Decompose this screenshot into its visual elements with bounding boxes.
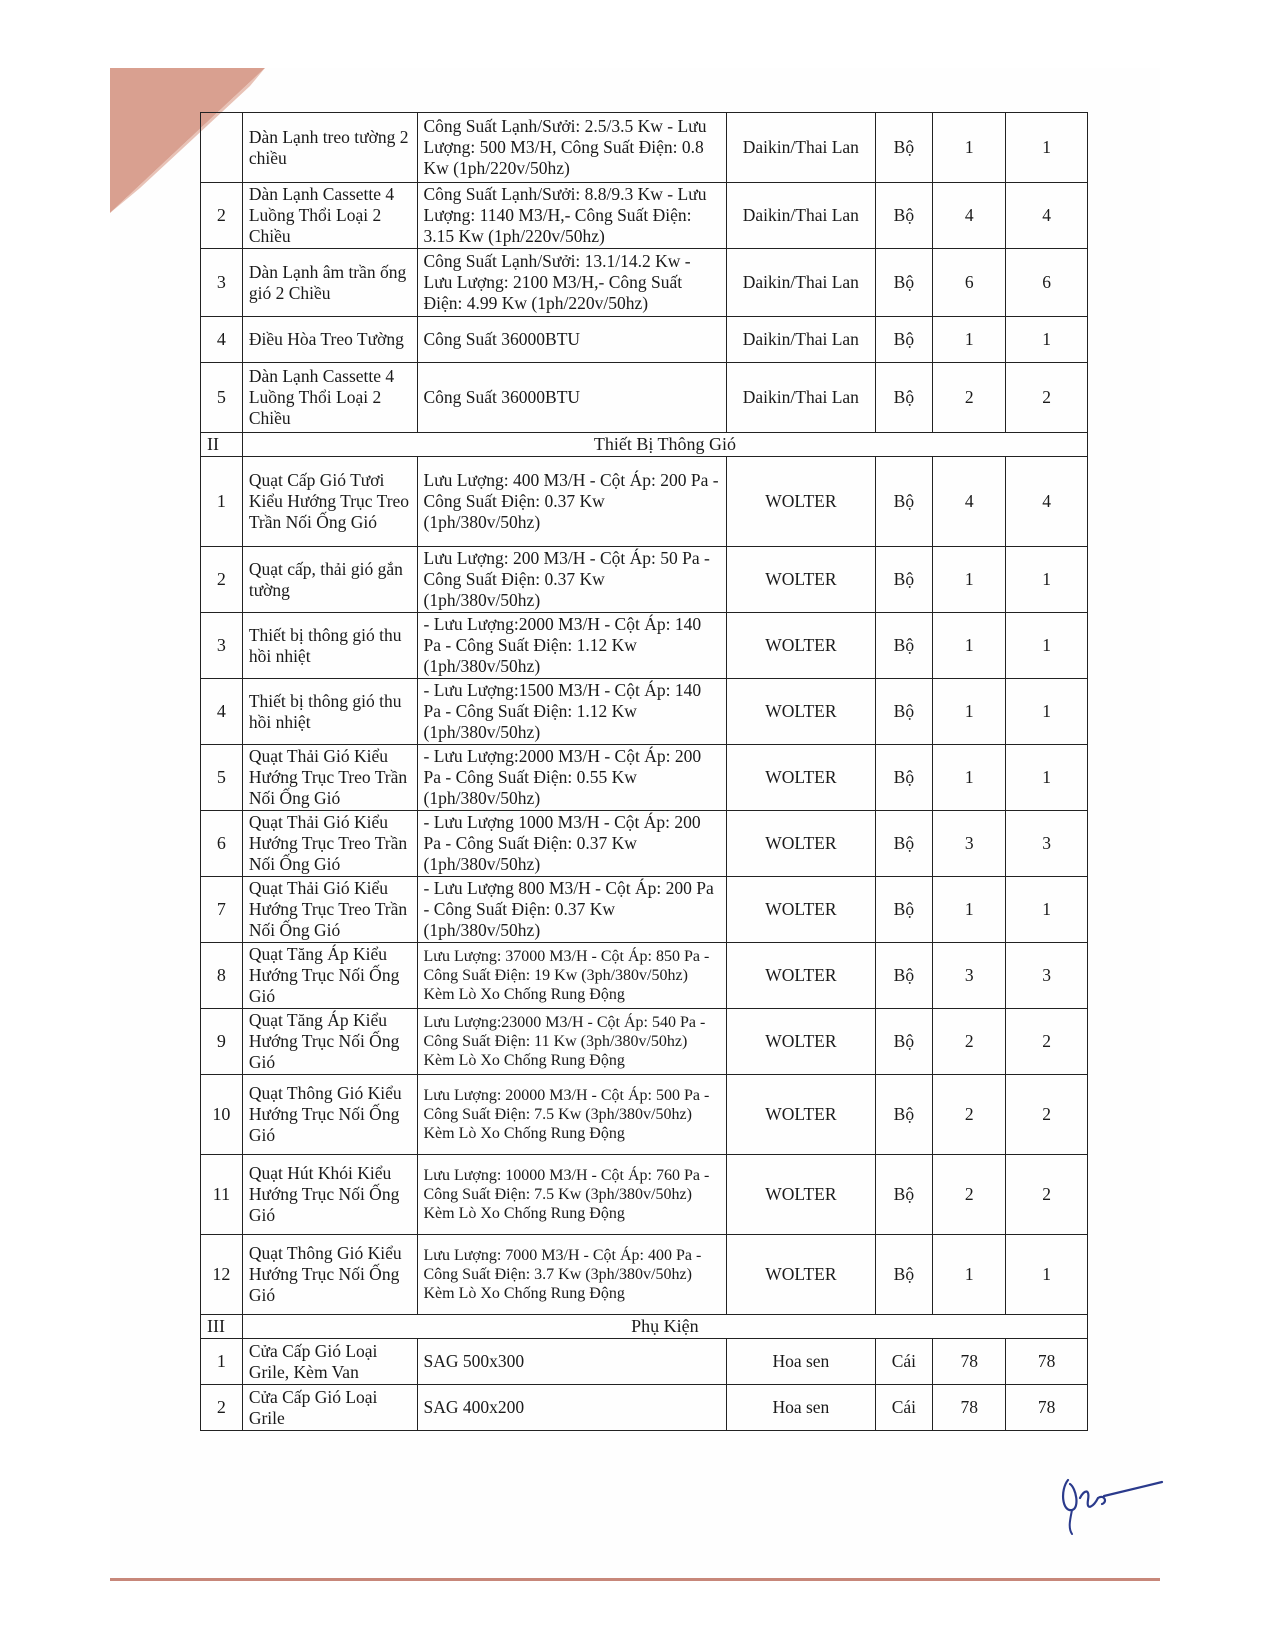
row-name: Thiết bị thông gió thu hồi nhiệt (242, 613, 417, 679)
row-unit: Bộ (875, 317, 933, 363)
table-row (201, 1339, 1088, 1385)
row-qty-1: 4 (933, 457, 1006, 547)
table-row (201, 811, 1088, 877)
row-qty-1: 3 (933, 943, 1006, 1009)
row-qty-1: 1 (933, 877, 1006, 943)
row-stt: 1 (201, 1339, 243, 1385)
row-unit: Bộ (875, 1075, 933, 1155)
row-name: Quạt Thông Gió Kiểu Hướng Trục Nối Ống Gió (242, 1075, 417, 1155)
row-stt: 1 (201, 457, 243, 547)
table-row (201, 249, 1088, 317)
row-spec: - Lưu Lượng:2000 M3/H - Cột Áp: 140 Pa - Công Suất Điện: 1.12 Kw (1ph/380v/50hz) (417, 613, 727, 679)
row-qty-2: 3 (1006, 943, 1088, 1009)
row-spec: - Lưu Lượng:2000 M3/H - Cột Áp: 200 Pa - Công Suất Điện: 0.55 Kw (1ph/380v/50hz) (417, 745, 727, 811)
row-brand: Daikin/Thai Lan (727, 249, 876, 317)
row-stt: 9 (201, 1009, 243, 1075)
table-row (201, 363, 1088, 433)
row-qty-2: 1 (1006, 745, 1088, 811)
row-name: Điều Hòa Treo Tường (242, 317, 417, 363)
row-name: Quạt Thải Gió Kiểu Hướng Trục Treo Trần Nối Ống Gió (242, 877, 417, 943)
row-name: Quạt Hút Khói Kiểu Hướng Trục Nối Ống Gió (242, 1155, 417, 1235)
row-name: Quạt Tăng Áp Kiểu Hướng Trục Nối Ống Gió (242, 1009, 417, 1075)
row-qty-2: 1 (1006, 877, 1088, 943)
table-row (201, 317, 1088, 363)
row-unit: Bộ (875, 457, 933, 547)
row-qty-1: 1 (933, 1235, 1006, 1315)
row-brand: WOLTER (727, 877, 876, 943)
table-row (201, 745, 1088, 811)
row-unit: Bộ (875, 679, 933, 745)
row-unit: Bộ (875, 183, 933, 249)
row-spec: - Lưu Lượng 1000 M3/H - Cột Áp: 200 Pa - Công Suất Điện: 0.37 Kw (1ph/380v/50hz) (417, 811, 727, 877)
row-brand: Daikin/Thai Lan (727, 183, 876, 249)
row-qty-1: 2 (933, 363, 1006, 433)
section-numeral: II (201, 433, 243, 457)
row-name: Quạt Thải Gió Kiểu Hướng Trục Treo Trần Nối Ống Gió (242, 745, 417, 811)
row-stt: 7 (201, 877, 243, 943)
table-row (201, 1235, 1088, 1315)
row-qty-1: 1 (933, 113, 1006, 183)
row-name: Dàn Lạnh treo tường 2 chiều (242, 113, 417, 183)
row-stt: 3 (201, 249, 243, 317)
row-qty-2: 2 (1006, 1155, 1088, 1235)
table-row (201, 113, 1088, 183)
row-qty-1: 4 (933, 183, 1006, 249)
row-unit: Bộ (875, 249, 933, 317)
row-spec: Công Suất 36000BTU (417, 363, 727, 433)
row-name: Cửa Cấp Gió Loại Grile (242, 1385, 417, 1431)
row-brand: Hoa sen (727, 1385, 876, 1431)
row-brand: WOLTER (727, 457, 876, 547)
row-name: Quạt Cấp Gió Tươi Kiểu Hướng Trục Treo Trần Nối Ống Gió (242, 457, 417, 547)
row-stt: 3 (201, 613, 243, 679)
row-qty-2: 2 (1006, 363, 1088, 433)
row-unit: Bộ (875, 877, 933, 943)
row-unit: Bộ (875, 363, 933, 433)
row-stt: 10 (201, 1075, 243, 1155)
row-unit: Bộ (875, 613, 933, 679)
row-stt: 4 (201, 679, 243, 745)
handwritten-signature (1050, 1460, 1170, 1540)
row-brand: WOLTER (727, 1009, 876, 1075)
table-row (201, 1009, 1088, 1075)
row-spec: Công Suất Lạnh/Sưởi: 13.1/14.2 Kw - Lưu Lượng: 2100 M3/H,- Công Suất Điện: 4.99 Kw (1ph/220v/50hz) (417, 249, 727, 317)
row-brand: WOLTER (727, 613, 876, 679)
row-brand: Hoa sen (727, 1339, 876, 1385)
row-name: Dàn Lạnh Cassette 4 Luồng Thổi Loại 2 Chiều (242, 363, 417, 433)
section-title: Phụ Kiện (242, 1315, 1087, 1339)
row-qty-1: 6 (933, 249, 1006, 317)
row-name: Quạt Thông Gió Kiểu Hướng Trục Nối Ống Gió (242, 1235, 417, 1315)
row-qty-1: 1 (933, 317, 1006, 363)
row-brand: WOLTER (727, 1155, 876, 1235)
row-unit: Bộ (875, 943, 933, 1009)
section-title: Thiết Bị Thông Gió (242, 433, 1087, 457)
row-qty-2: 1 (1006, 113, 1088, 183)
table-row (201, 877, 1088, 943)
row-stt: 4 (201, 317, 243, 363)
row-brand: WOLTER (727, 943, 876, 1009)
row-qty-2: 1 (1006, 613, 1088, 679)
row-qty-2: 1 (1006, 679, 1088, 745)
row-qty-1: 1 (933, 745, 1006, 811)
row-unit: Cái (875, 1339, 933, 1385)
row-name: Dàn Lạnh âm trần ống gió 2 Chiều (242, 249, 417, 317)
row-spec: Lưu Lượng: 20000 M3/H - Cột Áp: 500 Pa - Công Suất Điện: 7.5 Kw (3ph/380v/50hz) Kèm Lò Xo Chống Rung Động (417, 1075, 727, 1155)
row-name: Dàn Lạnh Cassette 4 Luồng Thổi Loại 2 Chiều (242, 183, 417, 249)
table-row (201, 943, 1088, 1009)
row-stt: 5 (201, 745, 243, 811)
row-unit: Bộ (875, 811, 933, 877)
row-spec: Lưu Lượng: 37000 M3/H - Cột Áp: 850 Pa - Công Suất Điện: 19 Kw (3ph/380v/50hz) Kèm Lò Xo Chống Rung Động (417, 943, 727, 1009)
row-qty-1: 2 (933, 1075, 1006, 1155)
row-qty-1: 2 (933, 1155, 1006, 1235)
row-spec: Lưu Lượng: 7000 M3/H - Cột Áp: 400 Pa - Công Suất Điện: 3.7 Kw (3ph/380v/50hz) Kèm Lò Xo Chống Rung Động (417, 1235, 727, 1315)
row-unit: Bộ (875, 113, 933, 183)
table-row (201, 679, 1088, 745)
row-brand: WOLTER (727, 679, 876, 745)
table-row (201, 1155, 1088, 1235)
row-qty-2: 4 (1006, 457, 1088, 547)
row-qty-2: 1 (1006, 317, 1088, 363)
row-brand: Daikin/Thai Lan (727, 317, 876, 363)
row-spec: Lưu Lượng: 400 M3/H - Cột Áp: 200 Pa - Công Suất Điện: 0.37 Kw (1ph/380v/50hz) (417, 457, 727, 547)
row-qty-1: 1 (933, 679, 1006, 745)
row-stt: 2 (201, 547, 243, 613)
row-spec: - Lưu Lượng 800 M3/H - Cột Áp: 200 Pa - Công Suất Điện: 0.37 Kw (1ph/380v/50hz) (417, 877, 727, 943)
row-spec: Công Suất Lạnh/Sưởi: 2.5/3.5 Kw - Lưu Lượng: 500 M3/H, Công Suất Điện: 0.8 Kw (1ph/220v/50hz) (417, 113, 727, 183)
row-qty-1: 78 (933, 1339, 1006, 1385)
table-row (201, 613, 1088, 679)
row-qty-2: 1 (1006, 1235, 1088, 1315)
row-qty-1: 1 (933, 547, 1006, 613)
row-qty-2: 78 (1006, 1339, 1088, 1385)
row-brand: WOLTER (727, 1075, 876, 1155)
row-stt: 12 (201, 1235, 243, 1315)
equipment-table (200, 112, 1088, 1431)
row-stt: 11 (201, 1155, 243, 1235)
row-unit: Bộ (875, 1009, 933, 1075)
row-spec: Lưu Lượng:23000 M3/H - Cột Áp: 540 Pa - Công Suất Điện: 11 Kw (3ph/380v/50hz) Kèm Lò Xo Chống Rung Động (417, 1009, 727, 1075)
section-header-row (201, 433, 1088, 457)
row-qty-1: 78 (933, 1385, 1006, 1431)
row-spec: Lưu Lượng: 200 M3/H - Cột Áp: 50 Pa - Công Suất Điện: 0.37 Kw (1ph/380v/50hz) (417, 547, 727, 613)
row-qty-2: 1 (1006, 547, 1088, 613)
row-qty-2: 3 (1006, 811, 1088, 877)
row-unit: Bộ (875, 1235, 933, 1315)
row-stt: 2 (201, 1385, 243, 1431)
row-qty-1: 2 (933, 1009, 1006, 1075)
row-unit: Bộ (875, 547, 933, 613)
row-spec: - Lưu Lượng:1500 M3/H - Cột Áp: 140 Pa - Công Suất Điện: 1.12 Kw (1ph/380v/50hz) (417, 679, 727, 745)
section-header-row (201, 1315, 1088, 1339)
table-row (201, 457, 1088, 547)
row-qty-2: 4 (1006, 183, 1088, 249)
row-brand: Daikin/Thai Lan (727, 363, 876, 433)
row-name: Cửa Cấp Gió Loại Grile, Kèm Van (242, 1339, 417, 1385)
row-spec: Công Suất Lạnh/Sưởi: 8.8/9.3 Kw - Lưu Lượng: 1140 M3/H,- Công Suất Điện: 3.15 Kw (1ph/220v/50hz) (417, 183, 727, 249)
row-name: Quạt Tăng Áp Kiểu Hướng Trục Nối Ống Gió (242, 943, 417, 1009)
section-numeral: III (201, 1315, 243, 1339)
row-spec: Lưu Lượng: 10000 M3/H - Cột Áp: 760 Pa - Công Suất Điện: 7.5 Kw (3ph/380v/50hz) Kèm Lò Xo Chống Rung Động (417, 1155, 727, 1235)
table-row (201, 1385, 1088, 1431)
row-stt: 8 (201, 943, 243, 1009)
row-qty-2: 2 (1006, 1009, 1088, 1075)
row-stt: 2 (201, 183, 243, 249)
row-qty-1: 1 (933, 613, 1006, 679)
row-brand: WOLTER (727, 547, 876, 613)
row-spec: SAG 500x300 (417, 1339, 727, 1385)
row-brand: WOLTER (727, 811, 876, 877)
table-row (201, 1075, 1088, 1155)
row-name: Thiết bị thông gió thu hồi nhiệt (242, 679, 417, 745)
row-stt (201, 113, 243, 183)
row-qty-1: 3 (933, 811, 1006, 877)
row-brand: WOLTER (727, 1235, 876, 1315)
table-row (201, 183, 1088, 249)
row-qty-2: 6 (1006, 249, 1088, 317)
row-qty-2: 78 (1006, 1385, 1088, 1431)
row-spec: SAG 400x200 (417, 1385, 727, 1431)
row-stt: 5 (201, 363, 243, 433)
table-row (201, 547, 1088, 613)
row-name: Quạt cấp, thải gió gắn tường (242, 547, 417, 613)
row-brand: Daikin/Thai Lan (727, 113, 876, 183)
row-spec: Công Suất 36000BTU (417, 317, 727, 363)
row-name: Quạt Thải Gió Kiểu Hướng Trục Treo Trần Nối Ống Gió (242, 811, 417, 877)
row-unit: Bộ (875, 1155, 933, 1235)
row-qty-2: 2 (1006, 1075, 1088, 1155)
row-stt: 6 (201, 811, 243, 877)
row-unit: Bộ (875, 745, 933, 811)
row-brand: WOLTER (727, 745, 876, 811)
row-unit: Cái (875, 1385, 933, 1431)
